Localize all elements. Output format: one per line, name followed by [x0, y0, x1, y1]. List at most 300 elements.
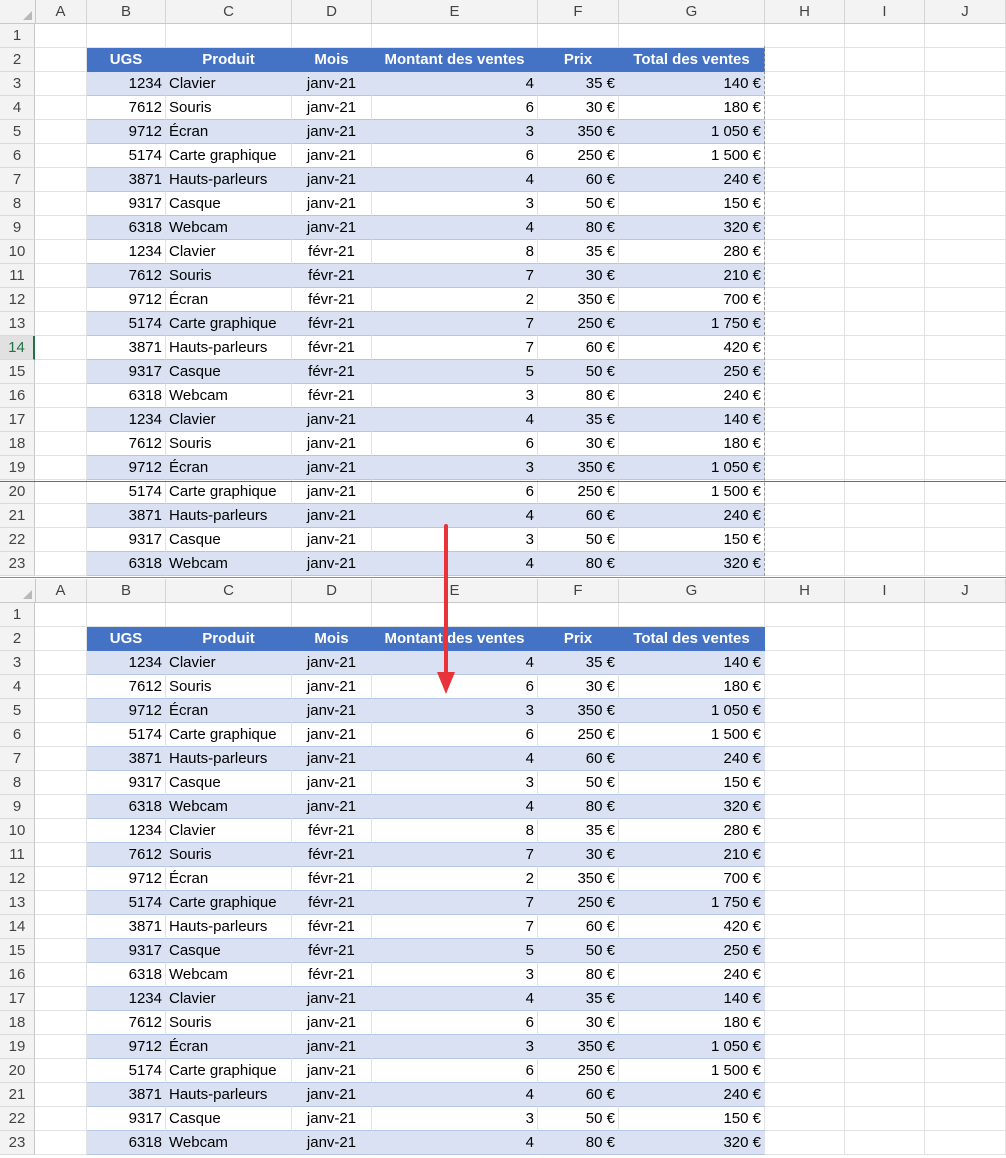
cell-e19[interactable]: 3	[372, 456, 538, 480]
cell-c16[interactable]: Webcam	[166, 963, 292, 987]
row-header-2[interactable]: 2	[0, 48, 35, 72]
row-header-13[interactable]: 13	[0, 312, 35, 336]
cell-i15[interactable]	[845, 360, 925, 384]
cell-h14[interactable]	[765, 336, 845, 360]
row-header-18[interactable]: 18	[0, 432, 35, 456]
cell-g18[interactable]: 180 €	[619, 432, 765, 456]
cell-e11[interactable]: 7	[372, 264, 538, 288]
cell-b8[interactable]: 9317	[87, 771, 166, 795]
cell-i1[interactable]	[845, 603, 925, 627]
cell-c18[interactable]: Souris	[166, 432, 292, 456]
cell-f3[interactable]: 35 €	[538, 651, 619, 675]
cell-c6[interactable]: Carte graphique	[166, 723, 292, 747]
cell-h16[interactable]	[765, 384, 845, 408]
row-header-17[interactable]: 17	[0, 987, 35, 1011]
cell-a7[interactable]	[35, 747, 87, 771]
cell-f20[interactable]: 250 €	[538, 480, 619, 504]
cell-c22[interactable]: Casque	[166, 1107, 292, 1131]
cell-b15[interactable]: 9317	[87, 939, 166, 963]
header-cell[interactable]: Mois	[292, 48, 372, 72]
cell-g15[interactable]: 250 €	[619, 939, 765, 963]
cell-g6[interactable]: 1 500 €	[619, 144, 765, 168]
select-all-triangle-icon[interactable]	[0, 579, 36, 602]
cell-f16[interactable]: 80 €	[538, 384, 619, 408]
cell-g20[interactable]: 1 500 €	[619, 1059, 765, 1083]
cell-b14[interactable]: 3871	[87, 915, 166, 939]
cell-i3[interactable]	[845, 72, 925, 96]
cell-a3[interactable]	[35, 651, 87, 675]
cell-c23[interactable]: Webcam	[166, 1131, 292, 1155]
row-header-9[interactable]: 9	[0, 795, 35, 819]
row-header-5[interactable]: 5	[0, 699, 35, 723]
row-header-22[interactable]: 22	[0, 1107, 35, 1131]
cell-i1[interactable]	[845, 24, 925, 48]
cell-j13[interactable]	[925, 891, 1006, 915]
cell-c10[interactable]: Clavier	[166, 819, 292, 843]
cell-f6[interactable]: 250 €	[538, 723, 619, 747]
cell-f8[interactable]: 50 €	[538, 192, 619, 216]
cell-i22[interactable]	[845, 1107, 925, 1131]
cell-i19[interactable]	[845, 1035, 925, 1059]
cell-a1[interactable]	[35, 24, 87, 48]
cell-b15[interactable]: 9317	[87, 360, 166, 384]
cell-a23[interactable]	[35, 552, 87, 576]
cell-f13[interactable]: 250 €	[538, 312, 619, 336]
cell-a10[interactable]	[35, 819, 87, 843]
cell-i2[interactable]	[845, 627, 925, 651]
cell-j20[interactable]	[925, 1059, 1006, 1083]
cell-e16[interactable]: 3	[372, 963, 538, 987]
cell-c18[interactable]: Souris	[166, 1011, 292, 1035]
cell-j23[interactable]	[925, 1131, 1006, 1155]
column-header-b[interactable]: B	[87, 0, 166, 23]
cell-e12[interactable]: 2	[372, 867, 538, 891]
cell-e11[interactable]: 7	[372, 843, 538, 867]
header-cell[interactable]: Produit	[166, 627, 292, 651]
cell-f8[interactable]: 50 €	[538, 771, 619, 795]
cell-b8[interactable]: 9317	[87, 192, 166, 216]
cell-b10[interactable]: 1234	[87, 240, 166, 264]
cell-h22[interactable]	[765, 528, 845, 552]
cell-d20[interactable]: janv-21	[292, 1059, 372, 1083]
row-header-14[interactable]: 14	[0, 915, 35, 939]
cell-c17[interactable]: Clavier	[166, 408, 292, 432]
cell-e21[interactable]: 4	[372, 504, 538, 528]
row-header-1[interactable]: 1	[0, 24, 35, 48]
cell-c8[interactable]: Casque	[166, 192, 292, 216]
cell-b16[interactable]: 6318	[87, 384, 166, 408]
cell-h11[interactable]	[765, 264, 845, 288]
column-header-e[interactable]: E	[372, 0, 538, 23]
cell-g22[interactable]: 150 €	[619, 528, 765, 552]
cell-c1[interactable]	[166, 603, 292, 627]
cell-b19[interactable]: 9712	[87, 1035, 166, 1059]
cell-a15[interactable]	[35, 360, 87, 384]
cell-d21[interactable]: janv-21	[292, 504, 372, 528]
cell-h22[interactable]	[765, 1107, 845, 1131]
cell-b1[interactable]	[87, 603, 166, 627]
cell-i17[interactable]	[845, 408, 925, 432]
cell-g23[interactable]: 320 €	[619, 552, 765, 576]
cell-c10[interactable]: Clavier	[166, 240, 292, 264]
cell-h18[interactable]	[765, 1011, 845, 1035]
cell-d16[interactable]: févr-21	[292, 384, 372, 408]
cell-b1[interactable]	[87, 24, 166, 48]
cell-a15[interactable]	[35, 939, 87, 963]
cell-h1[interactable]	[765, 603, 845, 627]
cell-i14[interactable]	[845, 915, 925, 939]
column-header-f[interactable]: F	[538, 0, 619, 23]
cell-i21[interactable]	[845, 504, 925, 528]
cell-d23[interactable]: janv-21	[292, 1131, 372, 1155]
cell-a8[interactable]	[35, 771, 87, 795]
cell-c21[interactable]: Hauts-parleurs	[166, 504, 292, 528]
cell-g1[interactable]	[619, 603, 765, 627]
cell-d1[interactable]	[292, 603, 372, 627]
row-header-23[interactable]: 23	[0, 1131, 35, 1155]
cell-j8[interactable]	[925, 771, 1006, 795]
cell-d11[interactable]: févr-21	[292, 264, 372, 288]
row-header-4[interactable]: 4	[0, 675, 35, 699]
cell-g20[interactable]: 1 500 €	[619, 480, 765, 504]
row-header-3[interactable]: 3	[0, 651, 35, 675]
cell-j13[interactable]	[925, 312, 1006, 336]
cell-a12[interactable]	[35, 288, 87, 312]
cell-e10[interactable]: 8	[372, 240, 538, 264]
cell-j19[interactable]	[925, 1035, 1006, 1059]
cell-f5[interactable]: 350 €	[538, 699, 619, 723]
cell-d8[interactable]: janv-21	[292, 771, 372, 795]
cell-c21[interactable]: Hauts-parleurs	[166, 1083, 292, 1107]
cell-h8[interactable]	[765, 192, 845, 216]
cell-b4[interactable]: 7612	[87, 675, 166, 699]
cell-g22[interactable]: 150 €	[619, 1107, 765, 1131]
cell-c8[interactable]: Casque	[166, 771, 292, 795]
cell-j11[interactable]	[925, 264, 1006, 288]
cell-c20[interactable]: Carte graphique	[166, 1059, 292, 1083]
cell-b6[interactable]: 5174	[87, 723, 166, 747]
cell-g11[interactable]: 210 €	[619, 843, 765, 867]
cell-g19[interactable]: 1 050 €	[619, 456, 765, 480]
cell-h9[interactable]	[765, 216, 845, 240]
cell-j2[interactable]	[925, 48, 1006, 72]
cell-h20[interactable]	[765, 1059, 845, 1083]
cell-h14[interactable]	[765, 915, 845, 939]
cell-f14[interactable]: 60 €	[538, 336, 619, 360]
cell-c20[interactable]: Carte graphique	[166, 480, 292, 504]
cell-g3[interactable]: 140 €	[619, 651, 765, 675]
cell-e18[interactable]: 6	[372, 432, 538, 456]
cell-e14[interactable]: 7	[372, 915, 538, 939]
row-header-9[interactable]: 9	[0, 216, 35, 240]
cell-a2[interactable]	[35, 627, 87, 651]
cell-e4[interactable]: 6	[372, 96, 538, 120]
cell-i9[interactable]	[845, 795, 925, 819]
cell-g9[interactable]: 320 €	[619, 795, 765, 819]
cell-e17[interactable]: 4	[372, 987, 538, 1011]
cell-a6[interactable]	[35, 144, 87, 168]
row-header-14[interactable]: 14	[0, 336, 35, 360]
column-header-c[interactable]: C	[166, 579, 292, 602]
header-cell[interactable]: Total des ventes	[619, 48, 765, 72]
cell-a12[interactable]	[35, 867, 87, 891]
cell-i13[interactable]	[845, 891, 925, 915]
cell-g8[interactable]: 150 €	[619, 192, 765, 216]
cell-j14[interactable]	[925, 336, 1006, 360]
cell-i6[interactable]	[845, 144, 925, 168]
cell-j15[interactable]	[925, 360, 1006, 384]
cell-g16[interactable]: 240 €	[619, 384, 765, 408]
cell-h21[interactable]	[765, 504, 845, 528]
cell-i22[interactable]	[845, 528, 925, 552]
cell-j16[interactable]	[925, 384, 1006, 408]
row-header-16[interactable]: 16	[0, 963, 35, 987]
cell-b3[interactable]: 1234	[87, 72, 166, 96]
cell-h20[interactable]	[765, 480, 845, 504]
cell-h5[interactable]	[765, 699, 845, 723]
cell-d15[interactable]: févr-21	[292, 939, 372, 963]
cell-g16[interactable]: 240 €	[619, 963, 765, 987]
cell-j12[interactable]	[925, 867, 1006, 891]
cell-a22[interactable]	[35, 1107, 87, 1131]
cell-c12[interactable]: Écran	[166, 867, 292, 891]
cell-b12[interactable]: 9712	[87, 288, 166, 312]
cell-a21[interactable]	[35, 1083, 87, 1107]
cell-h19[interactable]	[765, 1035, 845, 1059]
cell-g10[interactable]: 280 €	[619, 819, 765, 843]
row-header-6[interactable]: 6	[0, 723, 35, 747]
cell-h8[interactable]	[765, 771, 845, 795]
cell-c1[interactable]	[166, 24, 292, 48]
cell-i15[interactable]	[845, 939, 925, 963]
cell-i7[interactable]	[845, 747, 925, 771]
cell-e20[interactable]: 6	[372, 480, 538, 504]
row-header-17[interactable]: 17	[0, 408, 35, 432]
cell-h16[interactable]	[765, 963, 845, 987]
cell-d7[interactable]: janv-21	[292, 747, 372, 771]
cell-c14[interactable]: Hauts-parleurs	[166, 336, 292, 360]
column-header-i[interactable]: I	[845, 579, 925, 602]
row-header-7[interactable]: 7	[0, 747, 35, 771]
cell-g12[interactable]: 700 €	[619, 867, 765, 891]
column-header-j[interactable]: J	[925, 0, 1006, 23]
cell-j21[interactable]	[925, 1083, 1006, 1107]
cell-d14[interactable]: févr-21	[292, 336, 372, 360]
cell-g7[interactable]: 240 €	[619, 168, 765, 192]
header-cell[interactable]: Montant des ventes	[372, 48, 538, 72]
row-header-10[interactable]: 10	[0, 240, 35, 264]
cell-f10[interactable]: 35 €	[538, 819, 619, 843]
cell-f15[interactable]: 50 €	[538, 360, 619, 384]
cell-i16[interactable]	[845, 963, 925, 987]
cell-a19[interactable]	[35, 456, 87, 480]
cell-d4[interactable]: janv-21	[292, 96, 372, 120]
cell-a14[interactable]	[35, 336, 87, 360]
cell-a18[interactable]	[35, 432, 87, 456]
cell-e9[interactable]: 4	[372, 795, 538, 819]
cell-a13[interactable]	[35, 891, 87, 915]
cell-d12[interactable]: févr-21	[292, 288, 372, 312]
cell-e5[interactable]: 3	[372, 120, 538, 144]
cell-g9[interactable]: 320 €	[619, 216, 765, 240]
cell-a2[interactable]	[35, 48, 87, 72]
cell-a5[interactable]	[35, 120, 87, 144]
cell-j5[interactable]	[925, 699, 1006, 723]
cell-e23[interactable]: 4	[372, 552, 538, 576]
cell-b17[interactable]: 1234	[87, 408, 166, 432]
cell-h7[interactable]	[765, 168, 845, 192]
cell-e5[interactable]: 3	[372, 699, 538, 723]
row-header-18[interactable]: 18	[0, 1011, 35, 1035]
cell-h10[interactable]	[765, 240, 845, 264]
cell-j21[interactable]	[925, 504, 1006, 528]
cell-h2[interactable]	[765, 627, 845, 651]
cell-f21[interactable]: 60 €	[538, 1083, 619, 1107]
cell-c13[interactable]: Carte graphique	[166, 891, 292, 915]
cell-f6[interactable]: 250 €	[538, 144, 619, 168]
cell-a9[interactable]	[35, 216, 87, 240]
cell-j12[interactable]	[925, 288, 1006, 312]
cell-e3[interactable]: 4	[372, 72, 538, 96]
cell-f17[interactable]: 35 €	[538, 987, 619, 1011]
cell-i8[interactable]	[845, 192, 925, 216]
column-header-b[interactable]: B	[87, 579, 166, 602]
cell-i11[interactable]	[845, 843, 925, 867]
cell-d13[interactable]: févr-21	[292, 891, 372, 915]
cell-e21[interactable]: 4	[372, 1083, 538, 1107]
cell-b14[interactable]: 3871	[87, 336, 166, 360]
cell-g15[interactable]: 250 €	[619, 360, 765, 384]
cell-j11[interactable]	[925, 843, 1006, 867]
cell-a14[interactable]	[35, 915, 87, 939]
cell-d6[interactable]: janv-21	[292, 144, 372, 168]
cell-d15[interactable]: févr-21	[292, 360, 372, 384]
cell-e13[interactable]: 7	[372, 312, 538, 336]
cell-c19[interactable]: Écran	[166, 456, 292, 480]
cell-a4[interactable]	[35, 96, 87, 120]
cell-f1[interactable]	[538, 603, 619, 627]
cell-f16[interactable]: 80 €	[538, 963, 619, 987]
cell-j18[interactable]	[925, 1011, 1006, 1035]
cell-e22[interactable]: 3	[372, 528, 538, 552]
header-cell[interactable]: Prix	[538, 48, 619, 72]
row-header-19[interactable]: 19	[0, 1035, 35, 1059]
cell-d10[interactable]: févr-21	[292, 240, 372, 264]
cell-b18[interactable]: 7612	[87, 1011, 166, 1035]
cell-b5[interactable]: 9712	[87, 120, 166, 144]
cell-f13[interactable]: 250 €	[538, 891, 619, 915]
cell-a1[interactable]	[35, 603, 87, 627]
cell-i20[interactable]	[845, 1059, 925, 1083]
cell-g13[interactable]: 1 750 €	[619, 312, 765, 336]
cell-f3[interactable]: 35 €	[538, 72, 619, 96]
cell-b16[interactable]: 6318	[87, 963, 166, 987]
cell-d17[interactable]: janv-21	[292, 408, 372, 432]
cell-h7[interactable]	[765, 747, 845, 771]
column-header-i[interactable]: I	[845, 0, 925, 23]
cell-c11[interactable]: Souris	[166, 264, 292, 288]
cell-a20[interactable]	[35, 1059, 87, 1083]
row-header-21[interactable]: 21	[0, 1083, 35, 1107]
cell-g17[interactable]: 140 €	[619, 987, 765, 1011]
cell-c12[interactable]: Écran	[166, 288, 292, 312]
header-cell[interactable]: Prix	[538, 627, 619, 651]
cell-f15[interactable]: 50 €	[538, 939, 619, 963]
column-header-h[interactable]: H	[765, 579, 845, 602]
header-cell[interactable]: Produit	[166, 48, 292, 72]
cell-c4[interactable]: Souris	[166, 96, 292, 120]
cell-a22[interactable]	[35, 528, 87, 552]
row-header-22[interactable]: 22	[0, 528, 35, 552]
cell-h23[interactable]	[765, 552, 845, 576]
cell-e19[interactable]: 3	[372, 1035, 538, 1059]
cell-b17[interactable]: 1234	[87, 987, 166, 1011]
cell-f5[interactable]: 350 €	[538, 120, 619, 144]
cell-a11[interactable]	[35, 843, 87, 867]
row-header-10[interactable]: 10	[0, 819, 35, 843]
cell-d16[interactable]: févr-21	[292, 963, 372, 987]
cell-a6[interactable]	[35, 723, 87, 747]
cell-g14[interactable]: 420 €	[619, 336, 765, 360]
cell-c7[interactable]: Hauts-parleurs	[166, 747, 292, 771]
row-header-19[interactable]: 19	[0, 456, 35, 480]
cell-a19[interactable]	[35, 1035, 87, 1059]
cell-f9[interactable]: 80 €	[538, 216, 619, 240]
cell-i6[interactable]	[845, 723, 925, 747]
cell-j6[interactable]	[925, 144, 1006, 168]
cell-a16[interactable]	[35, 384, 87, 408]
cell-b23[interactable]: 6318	[87, 552, 166, 576]
cell-d4[interactable]: janv-21	[292, 675, 372, 699]
cell-i21[interactable]	[845, 1083, 925, 1107]
cell-g14[interactable]: 420 €	[619, 915, 765, 939]
cell-f14[interactable]: 60 €	[538, 915, 619, 939]
cell-h10[interactable]	[765, 819, 845, 843]
cell-g8[interactable]: 150 €	[619, 771, 765, 795]
cell-c22[interactable]: Casque	[166, 528, 292, 552]
cell-d3[interactable]: janv-21	[292, 72, 372, 96]
cell-c7[interactable]: Hauts-parleurs	[166, 168, 292, 192]
cell-i18[interactable]	[845, 432, 925, 456]
cell-j20[interactable]	[925, 480, 1006, 504]
cell-j9[interactable]	[925, 795, 1006, 819]
cell-d22[interactable]: janv-21	[292, 1107, 372, 1131]
cell-f12[interactable]: 350 €	[538, 288, 619, 312]
header-cell[interactable]: UGS	[87, 48, 166, 72]
cell-d21[interactable]: janv-21	[292, 1083, 372, 1107]
row-header-13[interactable]: 13	[0, 891, 35, 915]
cell-f23[interactable]: 80 €	[538, 552, 619, 576]
row-header-8[interactable]: 8	[0, 192, 35, 216]
cell-j14[interactable]	[925, 915, 1006, 939]
cell-e15[interactable]: 5	[372, 360, 538, 384]
cell-b11[interactable]: 7612	[87, 264, 166, 288]
cell-b21[interactable]: 3871	[87, 1083, 166, 1107]
cell-h13[interactable]	[765, 891, 845, 915]
cell-b12[interactable]: 9712	[87, 867, 166, 891]
cell-b13[interactable]: 5174	[87, 891, 166, 915]
cell-g5[interactable]: 1 050 €	[619, 120, 765, 144]
cell-d12[interactable]: févr-21	[292, 867, 372, 891]
cell-g21[interactable]: 240 €	[619, 504, 765, 528]
cell-j8[interactable]	[925, 192, 1006, 216]
cell-h12[interactable]	[765, 867, 845, 891]
cell-b11[interactable]: 7612	[87, 843, 166, 867]
cell-j16[interactable]	[925, 963, 1006, 987]
cell-j4[interactable]	[925, 675, 1006, 699]
cell-d17[interactable]: janv-21	[292, 987, 372, 1011]
cell-a3[interactable]	[35, 72, 87, 96]
